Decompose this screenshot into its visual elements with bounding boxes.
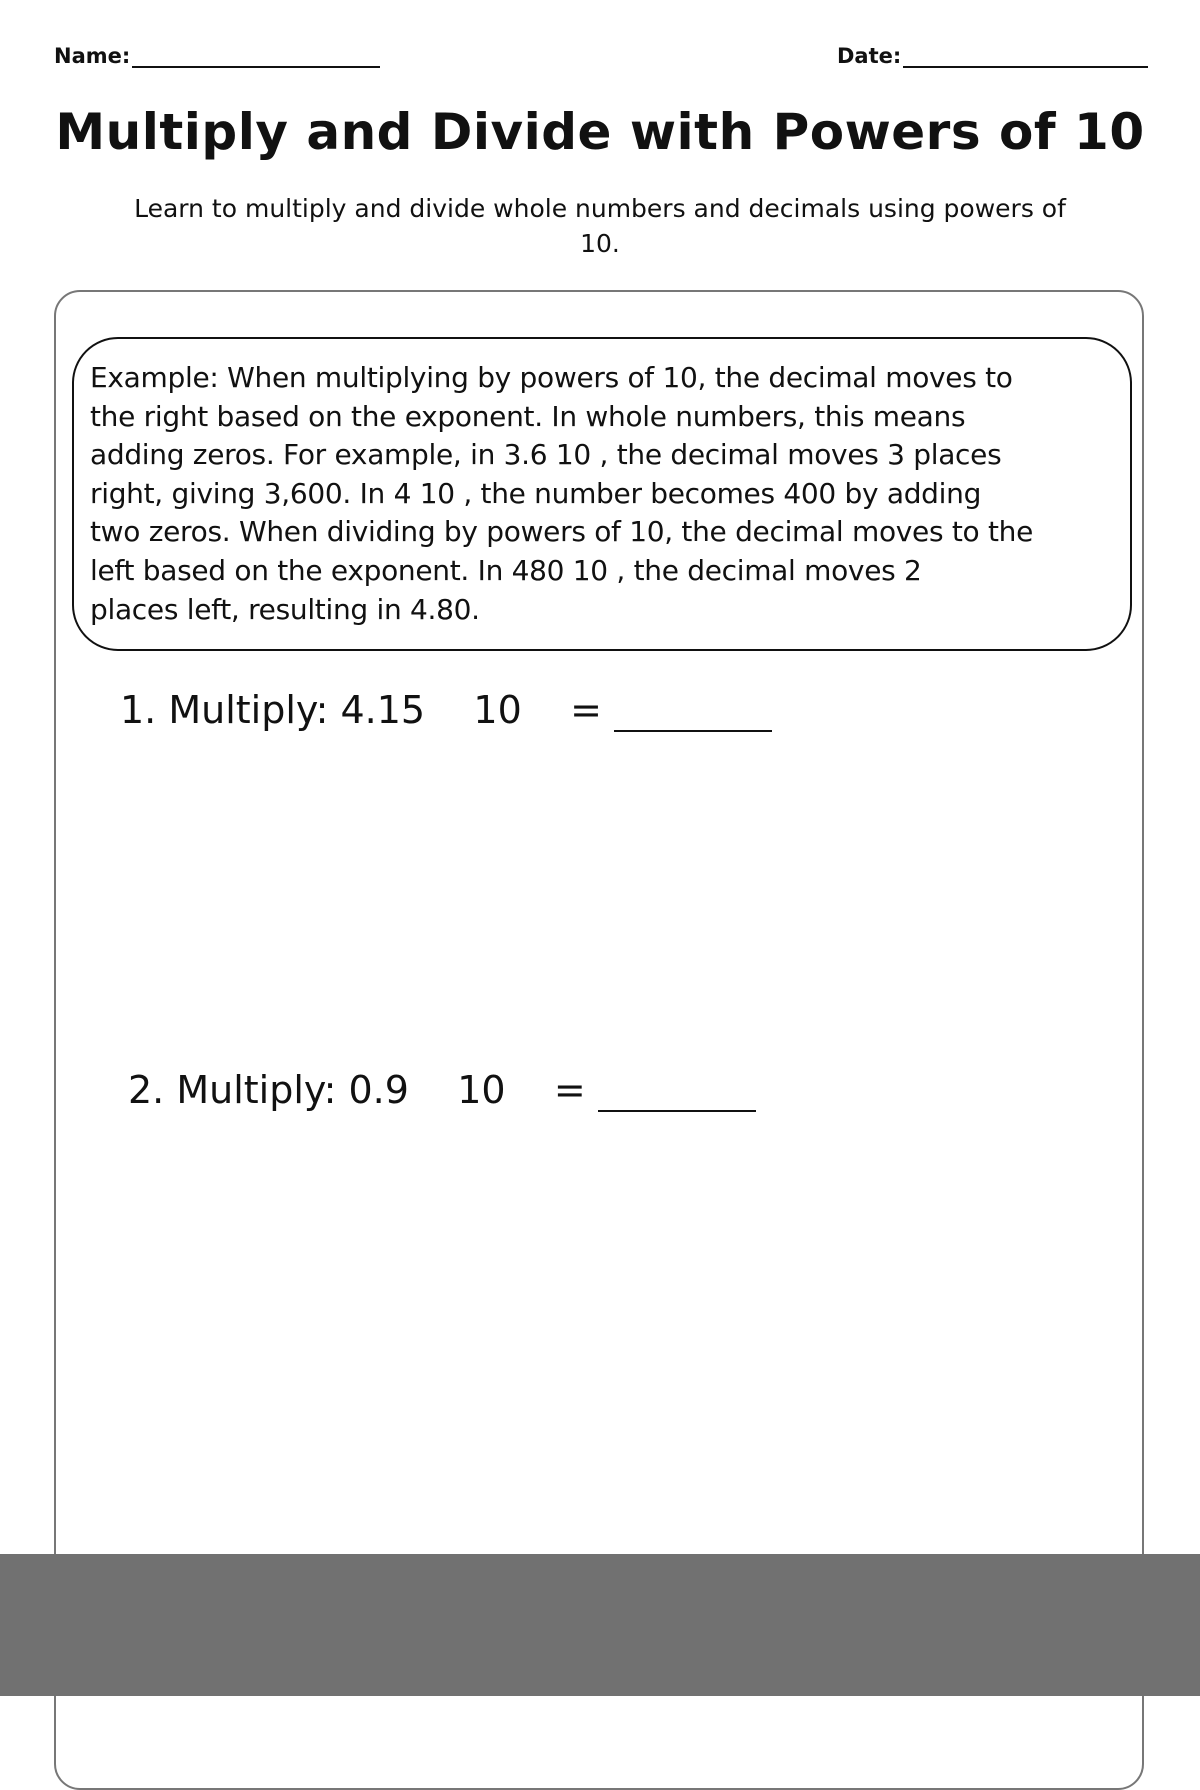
question-2-text: 2. Multiply: 0.9 10 = [128, 1068, 586, 1112]
date-label: Date: [837, 44, 902, 68]
example-line: places left, resulting in 4.80. [90, 592, 480, 626]
question-2 [128, 1068, 756, 1112]
name-blank-line[interactable] [132, 40, 380, 68]
date-blank-line[interactable] [903, 40, 1148, 68]
page-title: Multiply and Divide with Powers of 10 [55, 103, 1145, 161]
page-subtitle: Learn to multiply and divide whole numbers and decimals using powers of 10. [134, 194, 1066, 258]
question-1-text: 1. Multiply: 4.15 10 = [120, 688, 602, 732]
question-1-answer-line[interactable] [614, 694, 772, 732]
example-line: Example: When multiplying by powers of 10, the decimal moves to [90, 361, 1013, 394]
footer-bar [0, 1554, 1200, 1696]
example-line: right, giving 3,600. In 4 10 , the number becomes 400 by adding [90, 476, 982, 510]
example-line: two zeros. When dividing by powers of 10, the decimal moves to the [90, 515, 1034, 549]
date-field[interactable] [837, 40, 1148, 68]
question-1 [120, 688, 772, 732]
example-line: adding zeros. For example, in 3.6 10 , the decimal moves 3 places [90, 438, 1002, 472]
example-line: the right based on the exponent. In whole numbers, this means [90, 399, 966, 433]
example-line: left based on the exponent. In 480 10 , the decimal moves 2 [90, 553, 922, 587]
question-2-answer-line[interactable] [598, 1074, 756, 1112]
name-field[interactable] [54, 40, 380, 68]
name-label: Name: [54, 44, 131, 68]
example-box [72, 337, 1132, 651]
